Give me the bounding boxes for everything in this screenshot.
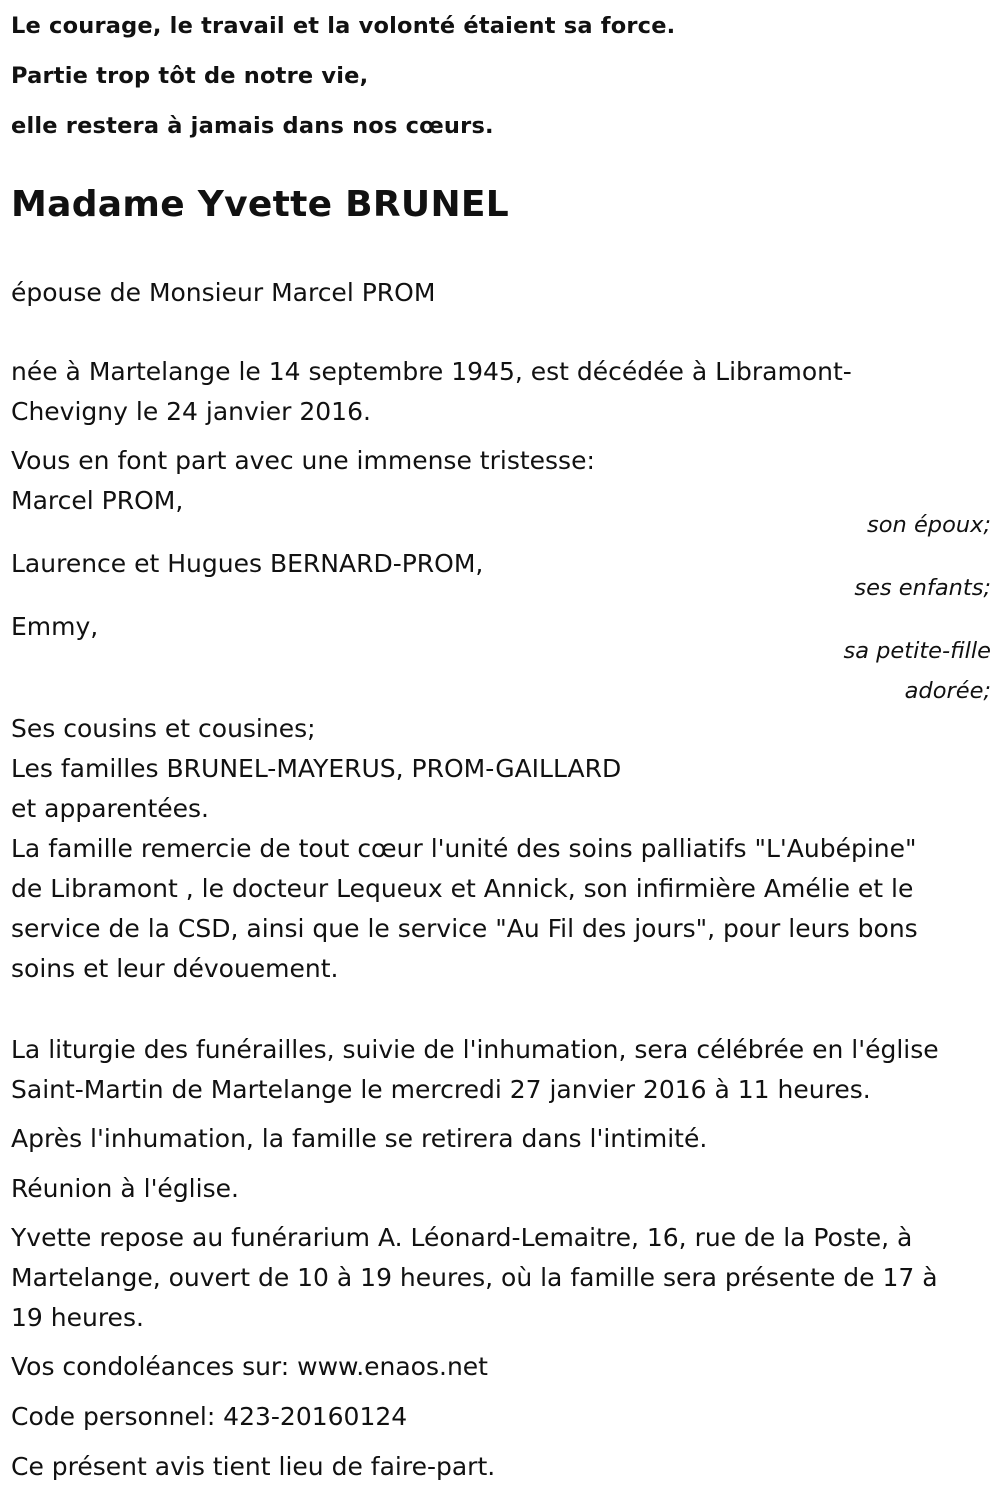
mourner-name: Emmy, [11,612,99,641]
epigraph-line-3: elle restera à jamais dans nos cœurs. [11,113,494,139]
thanks-line-4: soins et leur dévouement. [11,954,339,983]
meeting: Réunion à l'église. [11,1174,239,1203]
deceased-name: Madame Yvette BRUNEL [11,184,510,225]
after-burial: Après l'inhumation, la famille se retirera dans l'intimité. [11,1124,708,1153]
closing-note: Ce présent avis tient lieu de faire-part. [11,1452,496,1481]
repose-line-3: 19 heures. [11,1303,144,1332]
spouse-line: épouse de Monsieur Marcel PROM [11,278,436,307]
funeral-line-2: Saint-Martin de Martelange le mercredi 27 janvier 2016 à 11 heures. [11,1075,871,1104]
thanks-line-1: La famille remercie de tout cœur l'unité des soins palliatifs "L'Aubépine" [11,834,917,863]
funeral-line-1: La liturgie des funérailles, suivie de l'inhumation, sera célébrée en l'église [11,1035,939,1064]
mourner-relation: adorée; [904,678,991,704]
mourner-name: Laurence et Hugues BERNARD-PROM, [11,549,484,578]
personal-code: Code personnel: 423-20160124 [11,1402,408,1431]
repose-line-1: Yvette repose au funérarium A. Léonard-Lemaitre, 16, rue de la Poste, à [11,1223,913,1252]
mourner-relation: son époux; [867,512,991,538]
condolences: Vos condoléances sur: www.enaos.net [11,1352,488,1381]
epigraph-line-1: Le courage, le travail et la volonté étaient sa force. [11,13,676,39]
extended-family-line-3: et apparentées. [11,794,209,823]
repose-line-2: Martelange, ouvert de 10 à 19 heures, où la famille sera présente de 17 à [11,1263,938,1292]
thanks-line-3: service de la CSD, ainsi que le service "Au Fil des jours", pour leurs bons [11,914,918,943]
extended-family-line-2: Les familles BRUNEL-MAYERUS, PROM-GAILLARD [11,754,622,783]
mourner-relation: sa petite-fille [843,638,991,664]
mourner-relation: ses enfants; [854,575,991,601]
birth-death-line-2: Chevigny le 24 janvier 2016. [11,397,371,426]
birth-death-line-1: née à Martelange le 14 septembre 1945, est décédée à Libramont- [11,357,852,386]
extended-family-line-1: Ses cousins et cousines; [11,714,316,743]
thanks-line-2: de Libramont , le docteur Lequeux et Annick, son infirmière Amélie et le [11,874,914,903]
mourner-name: Marcel PROM, [11,486,184,515]
announcement: Vous en font part avec une immense tristesse: [11,446,595,475]
epigraph-line-2: Partie trop tôt de notre vie, [11,63,369,89]
